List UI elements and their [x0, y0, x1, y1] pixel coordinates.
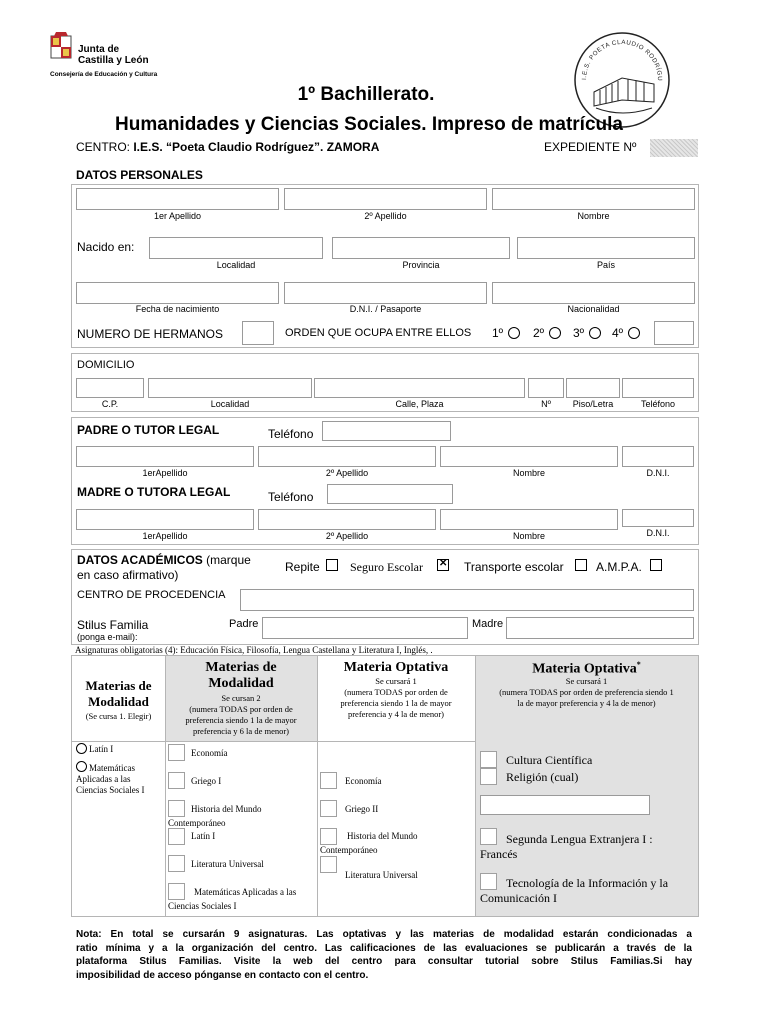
col2-matematicas-box[interactable] [168, 883, 185, 900]
numero-field[interactable] [528, 378, 564, 398]
cp-field[interactable] [76, 378, 144, 398]
title-line-2: Humanidades y Ciencias Sociales. Impreso de matrícula [115, 114, 623, 135]
col2-title-2: Modalidad [208, 676, 274, 691]
madre-dni-label: D.N.I. [646, 528, 670, 538]
col2-literatura-label: Literatura Universal [191, 859, 264, 869]
col1-note: (Se cursa 1. Elegir) [85, 711, 152, 721]
col2-literatura-box[interactable] [168, 855, 185, 872]
numero-hermanos-label: NUMERO DE HERMANOS [77, 327, 224, 341]
col2-economia-label: Economía [191, 748, 228, 758]
domicilio-title: DOMICILIO [77, 359, 135, 371]
fecha-nacimiento-field[interactable] [76, 282, 279, 304]
col3-historia-box[interactable] [320, 828, 337, 845]
madre-apellido1-field[interactable] [76, 509, 254, 530]
nacido-pais-field[interactable] [517, 237, 695, 259]
padre-apellido1-label: 1erApellido [142, 468, 188, 478]
centro-procedencia-label: CENTRO DE PROCEDENCIA [77, 589, 226, 601]
col3-literatura-box[interactable] [320, 856, 337, 873]
col3-economia-label: Economía [345, 776, 382, 786]
dni-field[interactable] [284, 282, 487, 304]
apellido1-field[interactable] [76, 188, 279, 210]
svg-text:I.E.S. POETA CLAUDIO RODRÍGUEZ: I.E.S. POETA CLAUDIO RODRÍGU [580, 38, 664, 82]
col4-title-wrap [475, 660, 698, 678]
calle-label: Calle, Plaza [395, 399, 444, 409]
padre-telefono-field[interactable] [322, 421, 451, 441]
madre-apellido2-label: 2º Apellido [325, 531, 369, 541]
apellido2-field[interactable] [284, 188, 487, 210]
repite-label: Repite [285, 560, 320, 574]
madre-apellido1-label: 1erApellido [142, 531, 188, 541]
orden-option-2-label: 2º [533, 326, 545, 340]
madre-nombre-label: Nombre [512, 531, 545, 541]
col1-latin-radio[interactable] [76, 743, 87, 754]
nombre-label: Nombre [577, 211, 610, 221]
centro-procedencia-field[interactable] [240, 589, 694, 611]
domicilio-telefono-label: Teléfono [640, 399, 676, 409]
orden-option-4-label: 4º [612, 326, 624, 340]
col4-segunda-lengua-label-1: Segunda Lengua Extranjera I : [506, 832, 653, 846]
col2-economia-box[interactable] [168, 744, 185, 761]
padre-apellido2-label: 2º Apellido [325, 468, 369, 478]
padre-apellido1-field[interactable] [76, 446, 254, 467]
col4-religion-label: Religión (cual) [506, 770, 579, 784]
col2-historia-box[interactable] [168, 800, 185, 817]
numero-label: Nº [541, 399, 551, 409]
col2-historia-label-2: Contemporáneo [168, 818, 226, 828]
nacionalidad-field[interactable] [492, 282, 695, 304]
footer-note-line-2: ratio mínima y a la organización del centro. Las calificaciones de las evaluaciones se publicarán a través de la [76, 942, 692, 954]
col3-economia-box[interactable] [320, 772, 337, 789]
nacido-provincia-field[interactable] [332, 237, 510, 259]
apellido2-label: 2º Apellido [364, 211, 407, 221]
col2-note-3: preferencia siendo 1 la de mayor [185, 715, 297, 725]
madre-nombre-field[interactable] [440, 509, 618, 530]
col4-tecnologia-label-2: Comunicación I [480, 891, 557, 905]
junta-logo [50, 32, 170, 82]
madre-telefono-label: Teléfono [268, 490, 314, 504]
numero-hermanos-field[interactable] [242, 321, 274, 345]
col4-cultura-label: Cultura Científica [506, 753, 593, 767]
col1-title-1: Materias de [85, 678, 152, 693]
col3-literatura-label: Literatura Universal [345, 870, 418, 880]
localidad-label: Localidad [216, 260, 256, 270]
col3-note-1: Se cursará 1 [375, 676, 417, 686]
footer-note-line-4: imposibilidad de acceso pónganse en contacto con el centro. [76, 969, 369, 981]
madre-apellido2-field[interactable] [258, 509, 436, 530]
col1-matematicas-label-3: Ciencias Sociales I [76, 785, 145, 795]
expediente-field[interactable] [650, 139, 698, 157]
transporte-label: Transporte escolar [464, 560, 564, 574]
seguro-label: Seguro Escolar [350, 560, 423, 574]
col2-griego-box[interactable] [168, 772, 185, 789]
padre-title: PADRE O TUTOR LEGAL [77, 423, 220, 437]
orden-extra-field[interactable] [654, 321, 694, 345]
coat-of-arms-icon [50, 32, 72, 62]
col4-title: Materia Optativa [532, 661, 637, 677]
col1-title-2: Modalidad [88, 694, 149, 709]
padre-nombre-field[interactable] [440, 446, 618, 467]
col2-griego-label: Griego I [191, 776, 222, 786]
stilus-padre-field[interactable] [262, 617, 468, 639]
stilus-label: Stilus Familia [77, 618, 149, 632]
logo-subtitle: Consejería de Educación y Cultura [50, 71, 158, 78]
footer-note [76, 928, 692, 982]
col3-title: Materia Optativa [343, 660, 449, 675]
provincia-label: Provincia [402, 260, 440, 270]
apellido1-label: 1er Apellido [153, 211, 202, 221]
checked-mark-icon: ✕ [439, 558, 448, 569]
col1-matematicas-label-1: Matemáticas [89, 763, 135, 773]
padre-dni-label: D.N.I. [646, 468, 670, 478]
pais-label: País [596, 260, 615, 270]
title-line-1: 1º Bachillerato. [297, 84, 435, 105]
academicos-title-line [77, 553, 251, 567]
col3-note-4: preferencia y 4 la de menor) [347, 709, 445, 719]
transporte-checkbox[interactable] [575, 559, 587, 571]
domicilio-localidad-label: Localidad [210, 399, 250, 409]
domicilio-telefono-field[interactable] [622, 378, 694, 398]
asignaturas-obligatorias: Asignaturas obligatorias (4): Educación Física, Filosofía, Lengua Castellana y Literatura I, Inglés, . [75, 645, 433, 655]
piso-label: Piso/Letra [572, 399, 614, 409]
footer-note-line-1: Nota: En total se cursarán 9 asignaturas. Las optativas y las materias de modalidad estarán condicionadas a [76, 929, 692, 940]
col3-griego-box[interactable] [320, 800, 337, 817]
orden-option-4-radio[interactable] [628, 327, 640, 339]
col4-note-3: la de mayor preferencia y 4 la de menor) [517, 698, 656, 708]
orden-option-1-radio[interactable] [508, 327, 520, 339]
centro-line [76, 140, 379, 154]
nacido-localidad-field[interactable] [149, 237, 323, 259]
orden-option-2-radio[interactable] [549, 327, 561, 339]
col1-latin-label: Latín I [89, 744, 114, 754]
dni-label: D.N.I. / Pasaporte [349, 304, 422, 314]
repite-checkbox[interactable] [326, 559, 338, 571]
col4-note-1: Se cursará 1 [565, 676, 608, 686]
stilus-note: (ponga e-mail): [77, 632, 138, 642]
stilus-madre-label: Madre [472, 618, 504, 630]
academicos-note-2: en caso afirmativo) [77, 568, 179, 582]
footer-note-line-3: plataforma Stilus Familias. Visite la web del centro para consultar tutorial sobre Stilus Familias.Si hay [76, 956, 692, 967]
padre-nombre-label: Nombre [512, 468, 545, 478]
col2-matematicas-label-2: Ciencias Sociales I [168, 901, 237, 911]
col4-religion-field[interactable] [480, 795, 650, 815]
padre-telefono-label: Teléfono [268, 427, 314, 441]
nombre-field[interactable] [492, 188, 695, 210]
col3-historia-label-1: Historia del Mundo [347, 831, 418, 841]
datos-personales-title: DATOS PERSONALES [76, 168, 203, 182]
col3-note-3: preferencia siendo 1 la de mayor [340, 698, 452, 708]
col2-matematicas-label-1: Matemáticas Aplicadas a las [194, 887, 297, 897]
orden-option-1-label: 1º [492, 326, 504, 340]
madre-telefono-field[interactable] [327, 484, 453, 504]
col4-cultura-box[interactable] [480, 751, 497, 768]
calle-field[interactable] [314, 378, 525, 398]
col3-historia-label-2: Contemporáneo [320, 845, 378, 855]
piso-field[interactable] [566, 378, 620, 398]
col4-note-2: (numera TODAS por orden de preferencia siendo 1 [499, 687, 674, 697]
logo-line-1: Junta de [78, 44, 120, 55]
ampa-label: A.M.P.A. [596, 560, 642, 574]
col4-tecnologia-box[interactable] [480, 873, 497, 890]
col2-note-2: (numera TODAS por orden de [189, 704, 293, 714]
ampa-checkbox[interactable] [650, 559, 662, 571]
stilus-madre-field[interactable] [506, 617, 694, 639]
col2-title-1: Materias de [205, 660, 277, 675]
col3-griego-label: Griego II [345, 804, 379, 814]
col2-latin-label: Latín I [191, 831, 216, 841]
orden-option-3-label: 3º [573, 326, 585, 340]
col4-segunda-lengua-label-2: Francés [480, 847, 518, 861]
padre-apellido2-field[interactable] [258, 446, 436, 467]
col1-matematicas-radio[interactable] [76, 761, 87, 772]
col1-matematicas-label-2: Aplicadas a las [76, 774, 131, 784]
cp-label: C.P. [101, 399, 119, 409]
col4-title-mark: * [636, 660, 641, 669]
col3-note-2: (numera TODAS por orden de [344, 687, 448, 697]
logo-line-2: Castilla y León [78, 55, 149, 66]
nacionalidad-label: Nacionalidad [567, 304, 620, 314]
col4-tecnologia-label-1: Tecnología de la Información y la [506, 876, 669, 890]
nacido-en-label: Nacido en: [77, 240, 135, 254]
col2-latin-box[interactable] [168, 828, 185, 845]
col4-religion-box[interactable] [480, 768, 497, 785]
madre-title: MADRE O TUTORA LEGAL [77, 485, 231, 499]
madre-dni-field[interactable] [622, 509, 694, 527]
centro-name: I.E.S. “Poeta Claudio Rodríguez”. ZAMORA [133, 140, 380, 154]
academicos-title: DATOS ACADÉMICOS [77, 553, 203, 567]
col2-note-1: Se cursan 2 [221, 693, 261, 703]
seguro-checkbox[interactable] [437, 559, 449, 571]
materias-header-divider [72, 741, 475, 742]
orden-option-3-radio[interactable] [589, 327, 601, 339]
expediente-label: EXPEDIENTE Nº [544, 140, 637, 154]
domicilio-localidad-field[interactable] [148, 378, 312, 398]
padre-dni-field[interactable] [622, 446, 694, 467]
col2-historia-label-1: Historia del Mundo [191, 804, 262, 814]
fecha-nacimiento-label: Fecha de nacimiento [135, 304, 220, 314]
academicos-note-1: (marque [202, 553, 251, 567]
orden-label: ORDEN QUE OCUPA ENTRE ELLOS [285, 327, 472, 339]
stilus-padre-label: Padre [229, 618, 259, 630]
centro-prefix: CENTRO: [76, 140, 134, 154]
col2-note-4: preferencia y 6 la de menor) [192, 726, 290, 736]
col4-segunda-lengua-box[interactable] [480, 828, 497, 845]
